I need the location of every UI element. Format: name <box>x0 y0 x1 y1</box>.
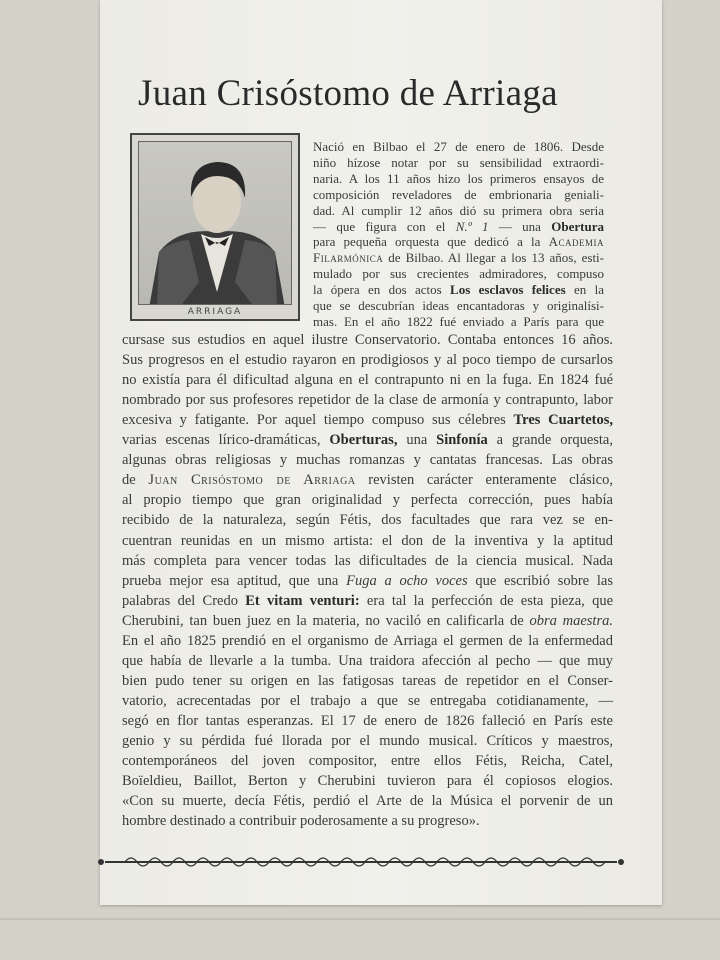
bold-text: Los esclavos felices <box>450 282 566 298</box>
text-segment: mas. En el año 1822 fué enviado a París para que <box>313 313 604 329</box>
text-segment: que había de llevarle a la tumba. Una traidora afección al pecho — que muy <box>122 652 613 669</box>
portrait-frame <box>130 133 300 321</box>
text-segment: que escribió sobre las <box>467 572 613 589</box>
text-line <box>313 234 604 249</box>
text-segment: segó en flor tantas esperanzas. El 17 de enero de 1826 falleció en París este <box>122 712 613 729</box>
text-line <box>122 351 613 369</box>
text-line <box>122 752 613 770</box>
text-line <box>313 219 604 234</box>
text-segment: de <box>122 472 149 489</box>
text-line <box>122 411 613 429</box>
text-line <box>122 712 613 730</box>
small-caps-text: Academia <box>548 234 604 250</box>
text-segment: genio y su pérdida fué llorada por el mundo musical. Críticos y maestros, <box>122 733 613 749</box>
text-segment: cuentran reunidas en un mismo artista: el don de la inventiva y la aptitud <box>122 532 613 549</box>
text-line <box>313 155 604 170</box>
text-line <box>122 632 613 650</box>
text-line <box>313 266 604 281</box>
italic-text: Fuga a ocho voces <box>346 572 468 589</box>
portrait-illustration <box>139 142 292 305</box>
text-segment: dad. Al cumplir 12 años dió su primera obra seria <box>313 202 604 218</box>
text-line <box>313 298 604 313</box>
bold-text: Et vitam venturi: <box>245 592 360 609</box>
text-segment: En el año 1825 prendió en el organismo de Arriaga el germen de la enfermedad <box>122 632 613 649</box>
text-segment: bien pudo tener su origen en las fatigosas tareas de repetidor en el Conser- <box>122 672 613 689</box>
text-segment: palabras del Credo <box>122 592 246 609</box>
text-line <box>122 511 613 529</box>
text-segment: nombrado por sus profesores repetidor de la clase de armonía y contrapunto, labor <box>122 392 613 409</box>
text-segment: la ópera en dos actos <box>313 282 451 298</box>
text-line <box>122 491 613 509</box>
fold-line <box>0 918 720 920</box>
bold-text: Obertura <box>551 218 604 234</box>
text-segment: vatorio, acrecentadas por el trabajo a que se entregaba cotidianamente, — <box>122 692 613 709</box>
text-line <box>122 552 613 570</box>
text-segment: naria. A los 11 años hizo los primeros ensayos de <box>313 170 604 186</box>
text-line <box>122 772 613 790</box>
bold-text: Tres Cuartetos, <box>513 412 613 429</box>
text-segment: niño hízose notar por su sensibilidad extraordi- <box>313 154 604 170</box>
text-segment: — una <box>488 218 552 234</box>
text-line <box>313 139 604 154</box>
text-segment: algunas obras religiosas y muchas romanzas y cantatas francesas. Las obras <box>122 452 613 469</box>
text-segment: — que figura con el <box>313 218 456 234</box>
text-line <box>122 431 613 449</box>
ornamental-divider <box>95 852 627 872</box>
text-segment: a grande orquesta, <box>487 432 613 449</box>
text-line <box>122 732 613 750</box>
text-segment: era tal la perfección de esta pieza, que <box>359 592 613 609</box>
small-caps-text: Juan Crisóstomo de Arriaga <box>148 472 356 489</box>
text-segment: de Bilbao. Al llegar a los 13 años, esti- <box>383 250 604 266</box>
text-line <box>122 391 613 409</box>
text-segment: contemporáneos del joven compositor, entre ellos Fétis, Reicha, Catel, <box>122 753 613 770</box>
page-title: Juan Crisóstomo de Arriaga <box>138 73 558 114</box>
text-segment: Nació en Bilbao el 27 de enero de 1806. Desde <box>313 139 604 154</box>
italic-text: obra maestra. <box>529 612 613 629</box>
text-line <box>313 282 604 297</box>
italic-text: N.º 1 <box>455 218 489 234</box>
text-segment: en la <box>565 282 605 298</box>
text-segment: cursase sus estudios en aquel ilustre Conservatorio. Contaba entonces 16 años. <box>122 332 613 348</box>
text-line <box>313 203 604 218</box>
text-segment: prueba mejor esa aptitud, que una <box>122 572 347 589</box>
bold-text: Sinfonía <box>436 432 488 449</box>
portrait-image <box>138 141 292 305</box>
text-line <box>122 451 613 469</box>
text-segment: para pequeña orquesta que dedicó a la <box>313 234 549 250</box>
text-line <box>313 171 604 186</box>
text-segment: al propio tiempo que gran originalidad y perfecta corrección, pues había <box>122 492 613 509</box>
text-line <box>122 812 613 830</box>
text-segment: hombre destinado a contribuir poderosamente a su progreso». <box>122 813 480 830</box>
text-segment: una <box>397 432 437 449</box>
text-segment: revisten carácter enteramente clásico, <box>355 472 613 489</box>
text-segment: más completa para vencer todas las dificultades de la ciencia musical. Nada <box>122 552 613 569</box>
text-line <box>122 592 613 610</box>
text-line <box>122 672 613 690</box>
text-line <box>122 471 613 489</box>
text-line <box>122 572 613 590</box>
text-line <box>313 250 604 265</box>
text-line <box>313 314 604 329</box>
text-line <box>122 652 613 670</box>
text-segment: composición reveladores de embrionaria geniali- <box>313 186 604 202</box>
text-segment: Sus progresos en el estudio rayaron en prodigiosos y al poco tiempo de cursarlos <box>122 352 613 369</box>
text-segment: varias escenas lírico-dramáticas, <box>122 432 330 449</box>
text-line <box>122 371 613 389</box>
text-line <box>122 331 613 349</box>
text-line <box>122 612 613 630</box>
bold-text: Oberturas, <box>329 432 398 449</box>
text-segment: que se descubrían ideas encantadoras y originalísi- <box>313 298 604 313</box>
text-segment: mulado por sus crecientes admiradores, compuso <box>313 266 604 282</box>
text-segment: excesiva y fatigante. Por aquel tiempo compuso sus célebres <box>122 412 514 429</box>
text-segment: «Con su muerte, decía Fétis, perdió el Arte de la Música el porvenir de un <box>122 793 613 810</box>
text-segment: no existía para él dificultad alguna en el contrapunto ni en la fuga. En 1824 fué <box>122 372 613 389</box>
text-line <box>122 532 613 550</box>
text-line <box>313 187 604 202</box>
text-segment: Cherubini, tan buen juez en la materia, no vaciló en calificarla de <box>122 612 530 629</box>
text-segment: Boïeldieu, Baillot, Berton y Cherubini tuvieron para él copiosos elogios. <box>122 773 613 790</box>
text-line <box>122 792 613 810</box>
text-line <box>122 692 613 710</box>
text-segment: recibido de la naturaleza, según Fétis, dos facultades que rara vez se en- <box>122 512 613 529</box>
small-caps-text: Filarmónica <box>313 250 384 266</box>
portrait-caption: ARRIAGA <box>187 307 243 317</box>
